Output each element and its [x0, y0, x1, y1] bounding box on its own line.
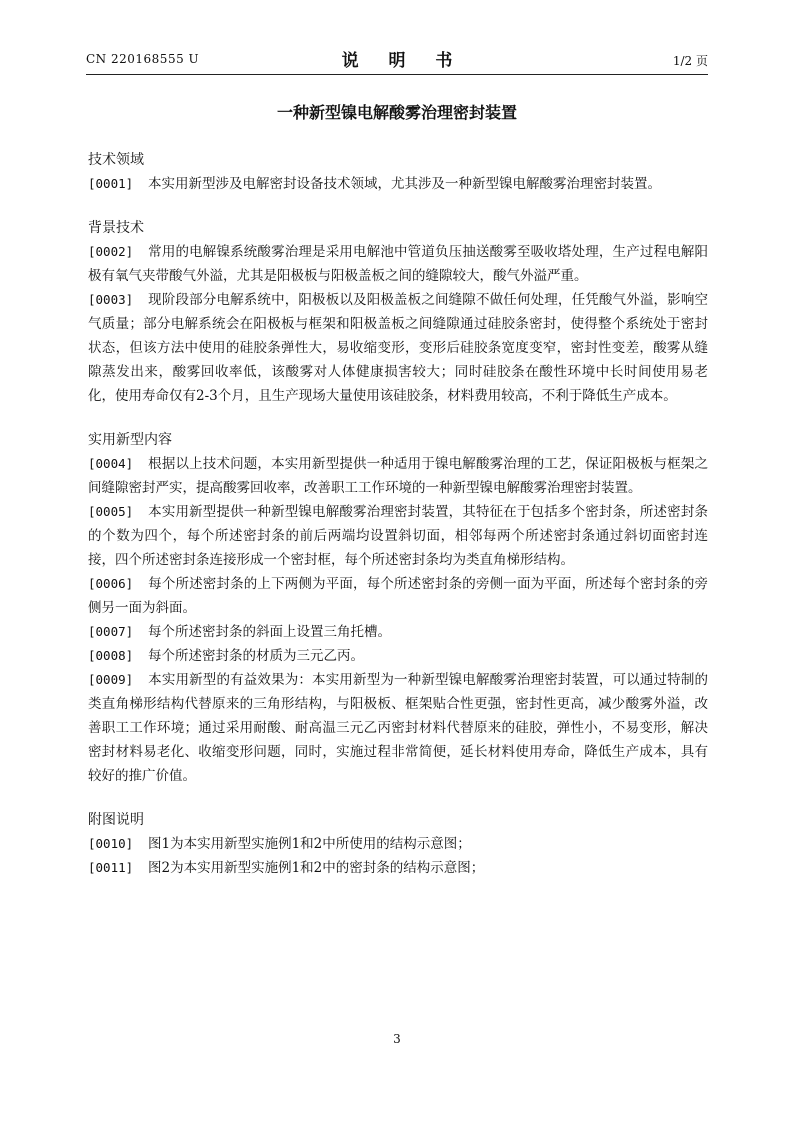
patent-number: CN 220168555 U	[86, 52, 200, 66]
section	[88, 148, 708, 196]
paragraph-text: 本实用新型的有益效果为：本实用新型为一种新型镍电解酸雾治理密封装置，可以通过特制的类直角梯形结构代替原来的三角形结构，与阳极板、框架贴合性更强，密封性更高，减少酸雾外溢，改善职工工作环境；通过采用耐酸、耐高温三元乙丙密封材料代替原来的硅胶，弹性小，不易变形，解决密封材料易老化、收缩变形问题，同时，实施过程非常简便，延长材料使用寿命，降低生产成本，具有较好的推广价值。	[88, 672, 708, 784]
section	[88, 428, 708, 788]
paragraph-number: [0011]	[88, 860, 134, 875]
page-header	[86, 46, 708, 70]
paragraph	[88, 572, 708, 620]
page-number: 3	[393, 1032, 401, 1046]
paragraph	[88, 172, 708, 196]
document-body	[88, 148, 708, 900]
paragraph-number: [0005]	[88, 504, 134, 519]
paragraph-text: 常用的电解镍系统酸雾治理是采用电解池中管道负压抽送酸雾至吸收塔处理，生产过程电解阳极有氧气夹带酸气外溢，尤其是阳极板与阳极盖板之间的缝隙较大，酸气外溢严重。	[88, 244, 708, 284]
paragraph-number: [0007]	[88, 624, 134, 639]
document-title: 一种新型镍电解酸雾治理密封装置	[276, 103, 517, 122]
section	[88, 216, 708, 408]
paragraph-number: [0004]	[88, 456, 134, 471]
paragraph	[88, 856, 708, 880]
section	[88, 808, 708, 880]
section-heading: 技术领域	[88, 152, 144, 168]
paragraph-text: 每个所述密封条的材质为三元乙丙。	[148, 648, 364, 664]
section-heading: 实用新型内容	[88, 432, 172, 448]
paragraph	[88, 240, 708, 288]
section-heading: 背景技术	[88, 220, 144, 236]
paragraph-number: [0002]	[88, 244, 134, 259]
section-heading: 附图说明	[88, 812, 144, 828]
page-indicator: 1/2 页	[672, 54, 708, 68]
paragraph	[88, 452, 708, 500]
paragraph-text: 每个所述密封条的斜面上设置三角托槽。	[148, 624, 391, 640]
paragraph-number: [0006]	[88, 576, 134, 591]
paragraph	[88, 668, 708, 788]
paragraph	[88, 644, 708, 668]
paragraph-number: [0010]	[88, 836, 134, 851]
paragraph-text: 每个所述密封条的上下两侧为平面，每个所述密封条的旁侧一面为平面，所述每个密封条的旁侧另一面为斜面。	[88, 576, 708, 616]
document-type: 说 明 书	[341, 51, 465, 71]
paragraph-text: 图2为本实用新型实施例1和2中的密封条的结构示意图；	[148, 860, 485, 876]
paragraph-text: 本实用新型涉及电解密封设备技术领域，尤其涉及一种新型镍电解酸雾治理密封装置。	[148, 176, 661, 192]
paragraph-text: 根据以上技术问题，本实用新型提供一种适用于镍电解酸雾治理的工艺，保证阳极板与框架之间缝隙密封严实，提高酸雾回收率，改善职工工作环境的一种新型镍电解酸雾治理密封装置。	[88, 456, 708, 496]
paragraph-number: [0001]	[88, 176, 134, 191]
header-rule	[86, 74, 708, 75]
paragraph-text: 图1为本实用新型实施例1和2中所使用的结构示意图；	[148, 836, 471, 852]
paragraph	[88, 620, 708, 644]
paragraph-number: [0009]	[88, 672, 134, 687]
paragraph	[88, 288, 708, 408]
paragraph	[88, 500, 708, 572]
paragraph-text: 本实用新型提供一种新型镍电解酸雾治理密封装置，其特征在于包括多个密封条，所述密封条的个数为四个，每个所述密封条的前后两端均设置斜切面，相邻每两个所述密封条通过斜切面密封连接，四个所述密封条连接形成一个密封框，每个所述密封条均为类直角梯形结构。	[88, 504, 708, 568]
paragraph-text: 现阶段部分电解系统中，阳极板以及阳极盖板之间缝隙不做任何处理，任凭酸气外溢，影响空气质量；部分电解系统会在阳极板与框架和阳极盖板之间缝隙通过硅胶条密封，使得整个系统处于密封状态，但该方法中使用的硅胶条弹性大，易收缩变形，变形后硅胶条宽度变窄，密封性变差，酸雾从缝隙蒸发出来，酸雾回收率低，该酸雾对人体健康损害较大；同时硅胶条在酸性环境中长时间使用易老化，使用寿命仅有2-3个月，且生产现场大量使用该硅胶条，材料费用较高，不利于降低生产成本。	[88, 292, 708, 404]
paragraph-number: [0003]	[88, 292, 134, 307]
paragraph-number: [0008]	[88, 648, 134, 663]
paragraph	[88, 832, 708, 856]
